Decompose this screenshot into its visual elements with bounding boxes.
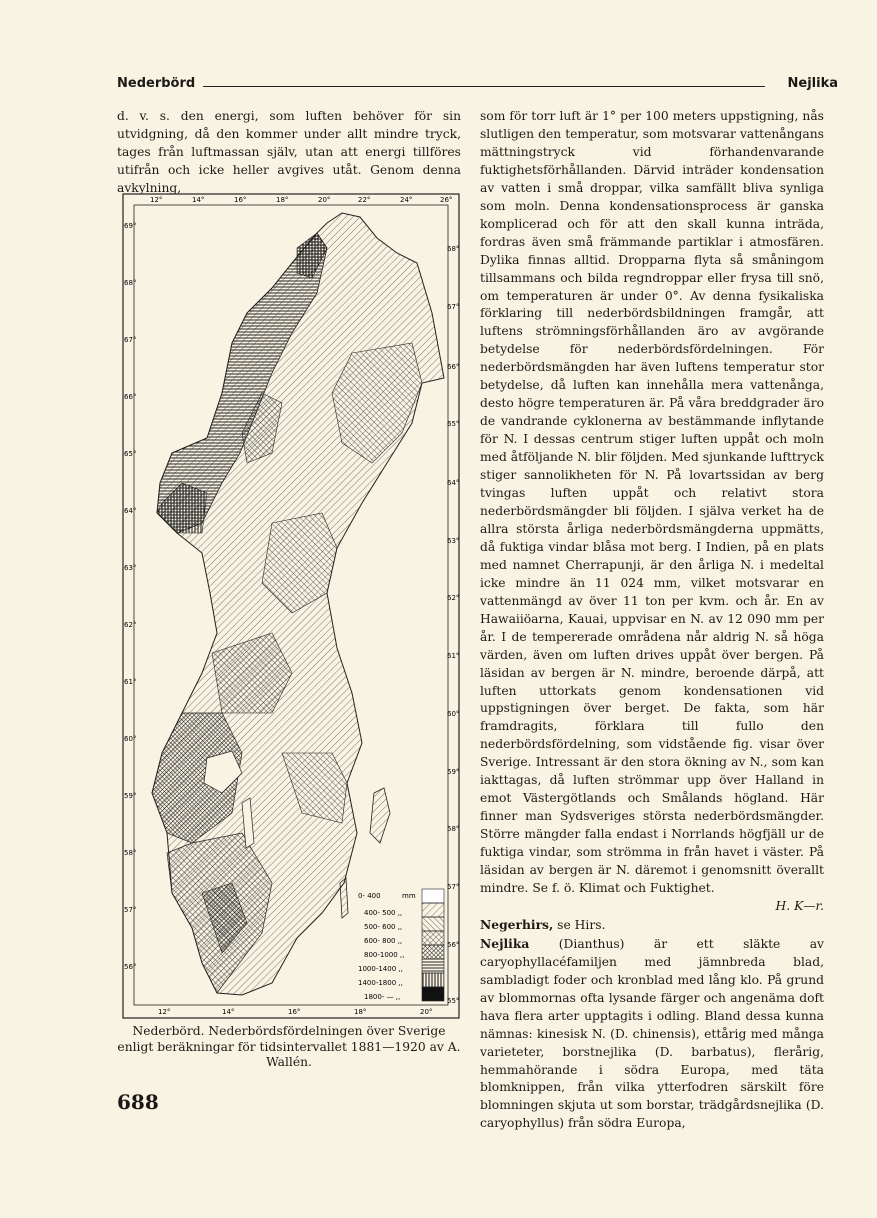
tick-bottom-lon: 16° xyxy=(288,1008,301,1016)
negerhirs-text: se Hirs. xyxy=(553,917,606,932)
legend-swatch xyxy=(422,959,444,973)
tick-right-lat: 59° xyxy=(447,768,460,776)
tick-left-lat: 58° xyxy=(124,849,137,857)
tick-right-lat: 63° xyxy=(447,537,460,545)
map-legend xyxy=(358,889,444,1001)
tick-right-lat: 64° xyxy=(447,479,460,487)
legend-unit: mm xyxy=(402,892,416,900)
tick-left-lat: 62° xyxy=(124,621,137,629)
tick-right-lat: 66° xyxy=(447,363,460,371)
nederbord-article-body: som för torr luft är 1° per 100 meters uppstigning, nås slutligen den temperatur, som motsvarar vattenångans mättningstryck vid förhandenvarande fuktighetsförhållanden. Därvid inträder kondensation av vatten i små droppar, vilka samfällt bliva synliga som moln. Denna kondensationsprocess är ganska komplicerad och för att den skall kunna inträda, fordras även små främmande partiklar i atmosfären. Dylika finnas alltid. Dropparna flyta så småningom tillsammans och bilda regndroppar eller frysa till snö, om temperaturen är under 0°. Av denna fysikaliska förklaring till nederbördsbildningen framgår, att luftens strömningsförhållanden äro av avgörande betydelse för nederbördsfördelningen. För nederbördsmängden har även luftens temperatur stor betydelse, då luften kan innehålla mera vattenånga, desto högre temperaturen är. På våra breddgrader äro de vandrande cyklonerna av bestämmande inflytande för N. I dessas centrum stiger luften uppåt och moln med åtföljande N. blir följden. Med sjunkande lufttryck stiger sannolikheten för N. På lovartssidan av berg tvingas luften uppåt och relativt stora nederbördsmängder bli följden. I själva verket ha de allra största årliga nederbördsmängderna uppmätts, då fuktiga vindar blåsa mot berg. I Indien, på en plats med namnet Cherrapunji, är den årliga N. i medeltal icke mindre än 11 024 mm, vilket motsvarar en vattenmängd av över 11 ton per kvm. och år. En av Hawaiiöarna, Kauai, uppvisar en N. av 12 090 mm per år. I de tempererade områdena når aldrig N. så höga värden, även om luften drives uppåt över bergen. På läsidan av bergen är N. mindre, beroende därpå, att luften uttorkats genom kondensationen vid uppstigningen över berget. De fakta, som här framdragits, förklara till fullo den nederbördsfördelning, som vidstående fig. visar över Sverige. Intressant är den stora ökning av N., som kan iakttagas, då luften strömmar upp över Halland in emot Västergötlands och Smålands högland. Här finner man Sydsveriges största nederbördsmängder. Större mängder falla endast i Norrlands högfjäll ur de fuktiga vindar, som strömma in från havet i väster. På läsidan av bergen är N. däremot i genomsnitt överallt mindre. Se f. ö. Klimat och Fuktighet. xyxy=(480,109,824,895)
header-rule xyxy=(203,86,765,87)
tick-left-lat: 60° xyxy=(124,735,137,743)
tick-top-lon: 22° xyxy=(358,196,371,204)
tick-right-lat: 60° xyxy=(447,710,460,718)
tick-right-lat: 56° xyxy=(447,941,460,949)
author-signature: H. K—r. xyxy=(775,898,824,913)
precipitation-map-figure xyxy=(122,193,460,1019)
legend-swatch xyxy=(422,973,444,987)
tick-top-lon: 14° xyxy=(192,196,205,204)
tick-right-lat: 62° xyxy=(447,594,460,602)
tick-left-lat: 67° xyxy=(124,336,137,344)
running-head-right: Nejlika xyxy=(787,76,838,91)
negerhirs-entry xyxy=(480,916,824,935)
top-longitude-ticks xyxy=(150,196,452,204)
tick-left-lat: 59° xyxy=(124,792,137,800)
running-head-left: Nederbörd xyxy=(117,76,196,91)
tick-left-lat: 57° xyxy=(124,906,137,914)
tick-right-lat: 58° xyxy=(447,825,460,833)
tick-right-lat: 68° xyxy=(447,245,460,253)
legend-swatch xyxy=(422,903,444,917)
right-latitude-ticks xyxy=(447,245,459,1005)
legend-label: 400- 500 ,, xyxy=(364,909,403,917)
legend-swatch xyxy=(422,945,444,959)
tick-bottom-lon: 12° xyxy=(158,1008,171,1016)
tick-left-lat: 64° xyxy=(124,507,137,515)
tick-right-lat: 61° xyxy=(447,652,460,660)
tick-left-lat: 63° xyxy=(124,564,137,572)
legend-swatch xyxy=(422,917,444,931)
legend-label: 800-1000 ,, xyxy=(364,951,405,959)
left-paragraph: d. v. s. den energi, som luften behöver för sin utvidgning, då den kommer under allt mindre tryck, tages från luftmassan själv, utan att energi tillföres utifrån och icke heller avgives utåt. Genom denna avkylning, xyxy=(117,109,461,195)
tick-bottom-lon: 20° xyxy=(420,1008,433,1016)
figure-caption: Nederbörd. Nederbördsfördelningen över Sverige enligt beräkningar för tidsintervallet 1881—1920 av A. Wallén. xyxy=(117,1024,461,1069)
tick-right-lat: 57° xyxy=(447,883,460,891)
legend-label: 1800- — ,, xyxy=(364,993,401,1001)
left-latitude-ticks xyxy=(124,222,136,971)
tick-top-lon: 18° xyxy=(276,196,289,204)
legend-label: 1000-1400 ,, xyxy=(358,965,403,973)
tick-left-lat: 66° xyxy=(124,393,137,401)
tick-top-lon: 24° xyxy=(400,196,413,204)
page-number: 688 xyxy=(117,1090,159,1114)
tick-bottom-lon: 18° xyxy=(354,1008,367,1016)
tick-right-lat: 55° xyxy=(447,997,460,1005)
tick-left-lat: 68° xyxy=(124,279,137,287)
tick-top-lon: 16° xyxy=(234,196,247,204)
legend-swatch xyxy=(422,931,444,945)
nejlika-headword: Nejlika xyxy=(480,935,530,951)
tick-left-lat: 61° xyxy=(124,678,137,686)
tick-top-lon: 12° xyxy=(150,196,163,204)
negerhirs-headword: Negerhirs, xyxy=(480,916,554,932)
tick-left-lat: 69° xyxy=(124,222,137,230)
nejlika-text: (Dianthus) är ett släkte av caryophyllacéfamiljen med jämnbreda blad, sambladigt foder och kronblad med lång klo. På grund av blommornas ofta lysande färger och angenäma doft hava flera arter upptagits i odling. Bland dessa kunna nämnas: kinesisk N. (D. chinensis), ettårig med många varieteter, borstnejlika (D. barbatus), flerårig, hemmahörande i södra Europa, med täta blomknippen, från vilka ytterfodren särskilt före blomningen skjuta ut som borstar, trädgårdsnejlika (D. caryophyllus) från södra Europa, xyxy=(480,936,824,1131)
tick-left-lat: 56° xyxy=(124,963,137,971)
sweden-outline xyxy=(152,213,444,995)
tick-top-lon: 26° xyxy=(440,196,453,204)
tick-bottom-lon: 14° xyxy=(222,1008,235,1016)
legend-label: 500- 600 ,, xyxy=(364,923,403,931)
tick-right-lat: 65° xyxy=(447,420,460,428)
right-column-text xyxy=(480,108,824,1133)
left-column-text xyxy=(117,108,461,198)
tick-top-lon: 20° xyxy=(318,196,331,204)
legend-swatch xyxy=(422,987,444,1001)
nejlika-entry xyxy=(480,935,824,1133)
legend-label: 600- 800 ,, xyxy=(364,937,403,945)
legend-label: 0- 400 xyxy=(358,892,381,900)
legend-swatch xyxy=(422,889,444,903)
legend-label: 1400-1800 ,, xyxy=(358,979,403,987)
bottom-longitude-ticks xyxy=(158,1008,432,1016)
tick-left-lat: 65° xyxy=(124,450,137,458)
tick-right-lat: 67° xyxy=(447,303,460,311)
